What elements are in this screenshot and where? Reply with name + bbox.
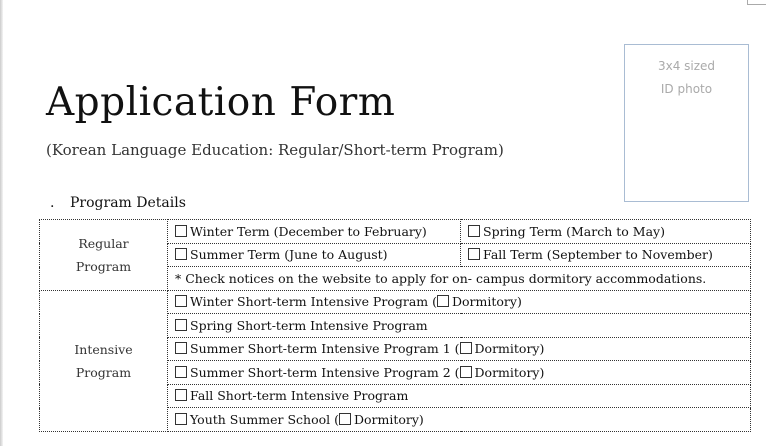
option-summer-intensive-2[interactable] <box>168 361 751 385</box>
option-label: Fall Term (September to November) <box>483 247 713 263</box>
option-label: Winter Term (December to February) <box>190 223 427 239</box>
intensive-program-header <box>40 290 168 431</box>
photo-label-1: 3x4 sized <box>657 59 716 73</box>
option-fall-intensive[interactable] <box>168 384 751 408</box>
option-label: Winter Short-term Intensive Program ( <box>190 294 437 310</box>
page-subtitle: (Korean Language Education: Regular/Short-term Program) <box>46 141 504 159</box>
option-spring-intensive[interactable] <box>168 314 751 338</box>
option-spring-term[interactable] <box>461 220 751 244</box>
option-label: Spring Short-term Intensive Program <box>190 317 428 333</box>
table-row <box>40 290 751 314</box>
section-heading <box>50 195 186 211</box>
option-winter-term[interactable] <box>168 220 461 244</box>
checkbox[interactable] <box>468 225 480 237</box>
checkbox[interactable] <box>468 248 480 260</box>
checkbox[interactable] <box>175 319 187 331</box>
option-summer-term[interactable] <box>168 243 461 267</box>
dormitory-label: Dormitory) <box>451 294 522 310</box>
dormitory-label: Dormitory) <box>474 364 545 380</box>
checkbox[interactable] <box>175 342 187 354</box>
dormitory-checkbox[interactable] <box>339 413 351 425</box>
regular-program-header <box>40 220 168 291</box>
option-label: Fall Short-term Intensive Program <box>190 388 409 404</box>
option-label: Spring Term (March to May) <box>483 223 665 239</box>
header-line: Intensive <box>74 341 133 357</box>
header-line: Program <box>75 258 132 274</box>
page-title: Application Form <box>46 80 396 125</box>
dormitory-checkbox[interactable] <box>460 366 472 378</box>
option-label: Summer Short-term Intensive Program 2 ( <box>190 364 460 380</box>
dormitory-checkbox[interactable] <box>460 342 472 354</box>
option-label: Summer Term (June to August) <box>190 247 388 263</box>
dormitory-note: * Check notices on the website to apply for on- campus dormitory accommodations. <box>168 267 751 291</box>
program-table <box>39 219 751 432</box>
dormitory-label: Dormitory) <box>353 411 424 427</box>
dormitory-label: Dormitory) <box>474 341 545 357</box>
option-fall-term[interactable] <box>461 243 751 267</box>
photo-label-2: ID photo <box>660 82 713 96</box>
header-line: Regular <box>78 235 129 251</box>
header-line: Program <box>75 364 132 380</box>
checkbox[interactable] <box>175 389 187 401</box>
checkbox[interactable] <box>175 413 187 425</box>
checkbox[interactable] <box>175 248 187 260</box>
section-label: Program Details <box>70 195 186 211</box>
checkbox[interactable] <box>175 295 187 307</box>
window-corner <box>747 0 766 5</box>
table-row <box>40 220 751 244</box>
checkbox[interactable] <box>175 225 187 237</box>
checkbox[interactable] <box>175 366 187 378</box>
id-photo-box[interactable] <box>624 44 749 202</box>
option-summer-intensive-1[interactable] <box>168 337 751 361</box>
section-bullet: . <box>50 195 55 211</box>
option-youth-summer-school[interactable] <box>168 408 751 432</box>
dormitory-checkbox[interactable] <box>437 295 449 307</box>
option-winter-intensive[interactable] <box>168 290 751 314</box>
window-edge <box>0 0 3 446</box>
option-label: Youth Summer School ( <box>190 411 339 427</box>
option-label: Summer Short-term Intensive Program 1 ( <box>190 341 460 357</box>
